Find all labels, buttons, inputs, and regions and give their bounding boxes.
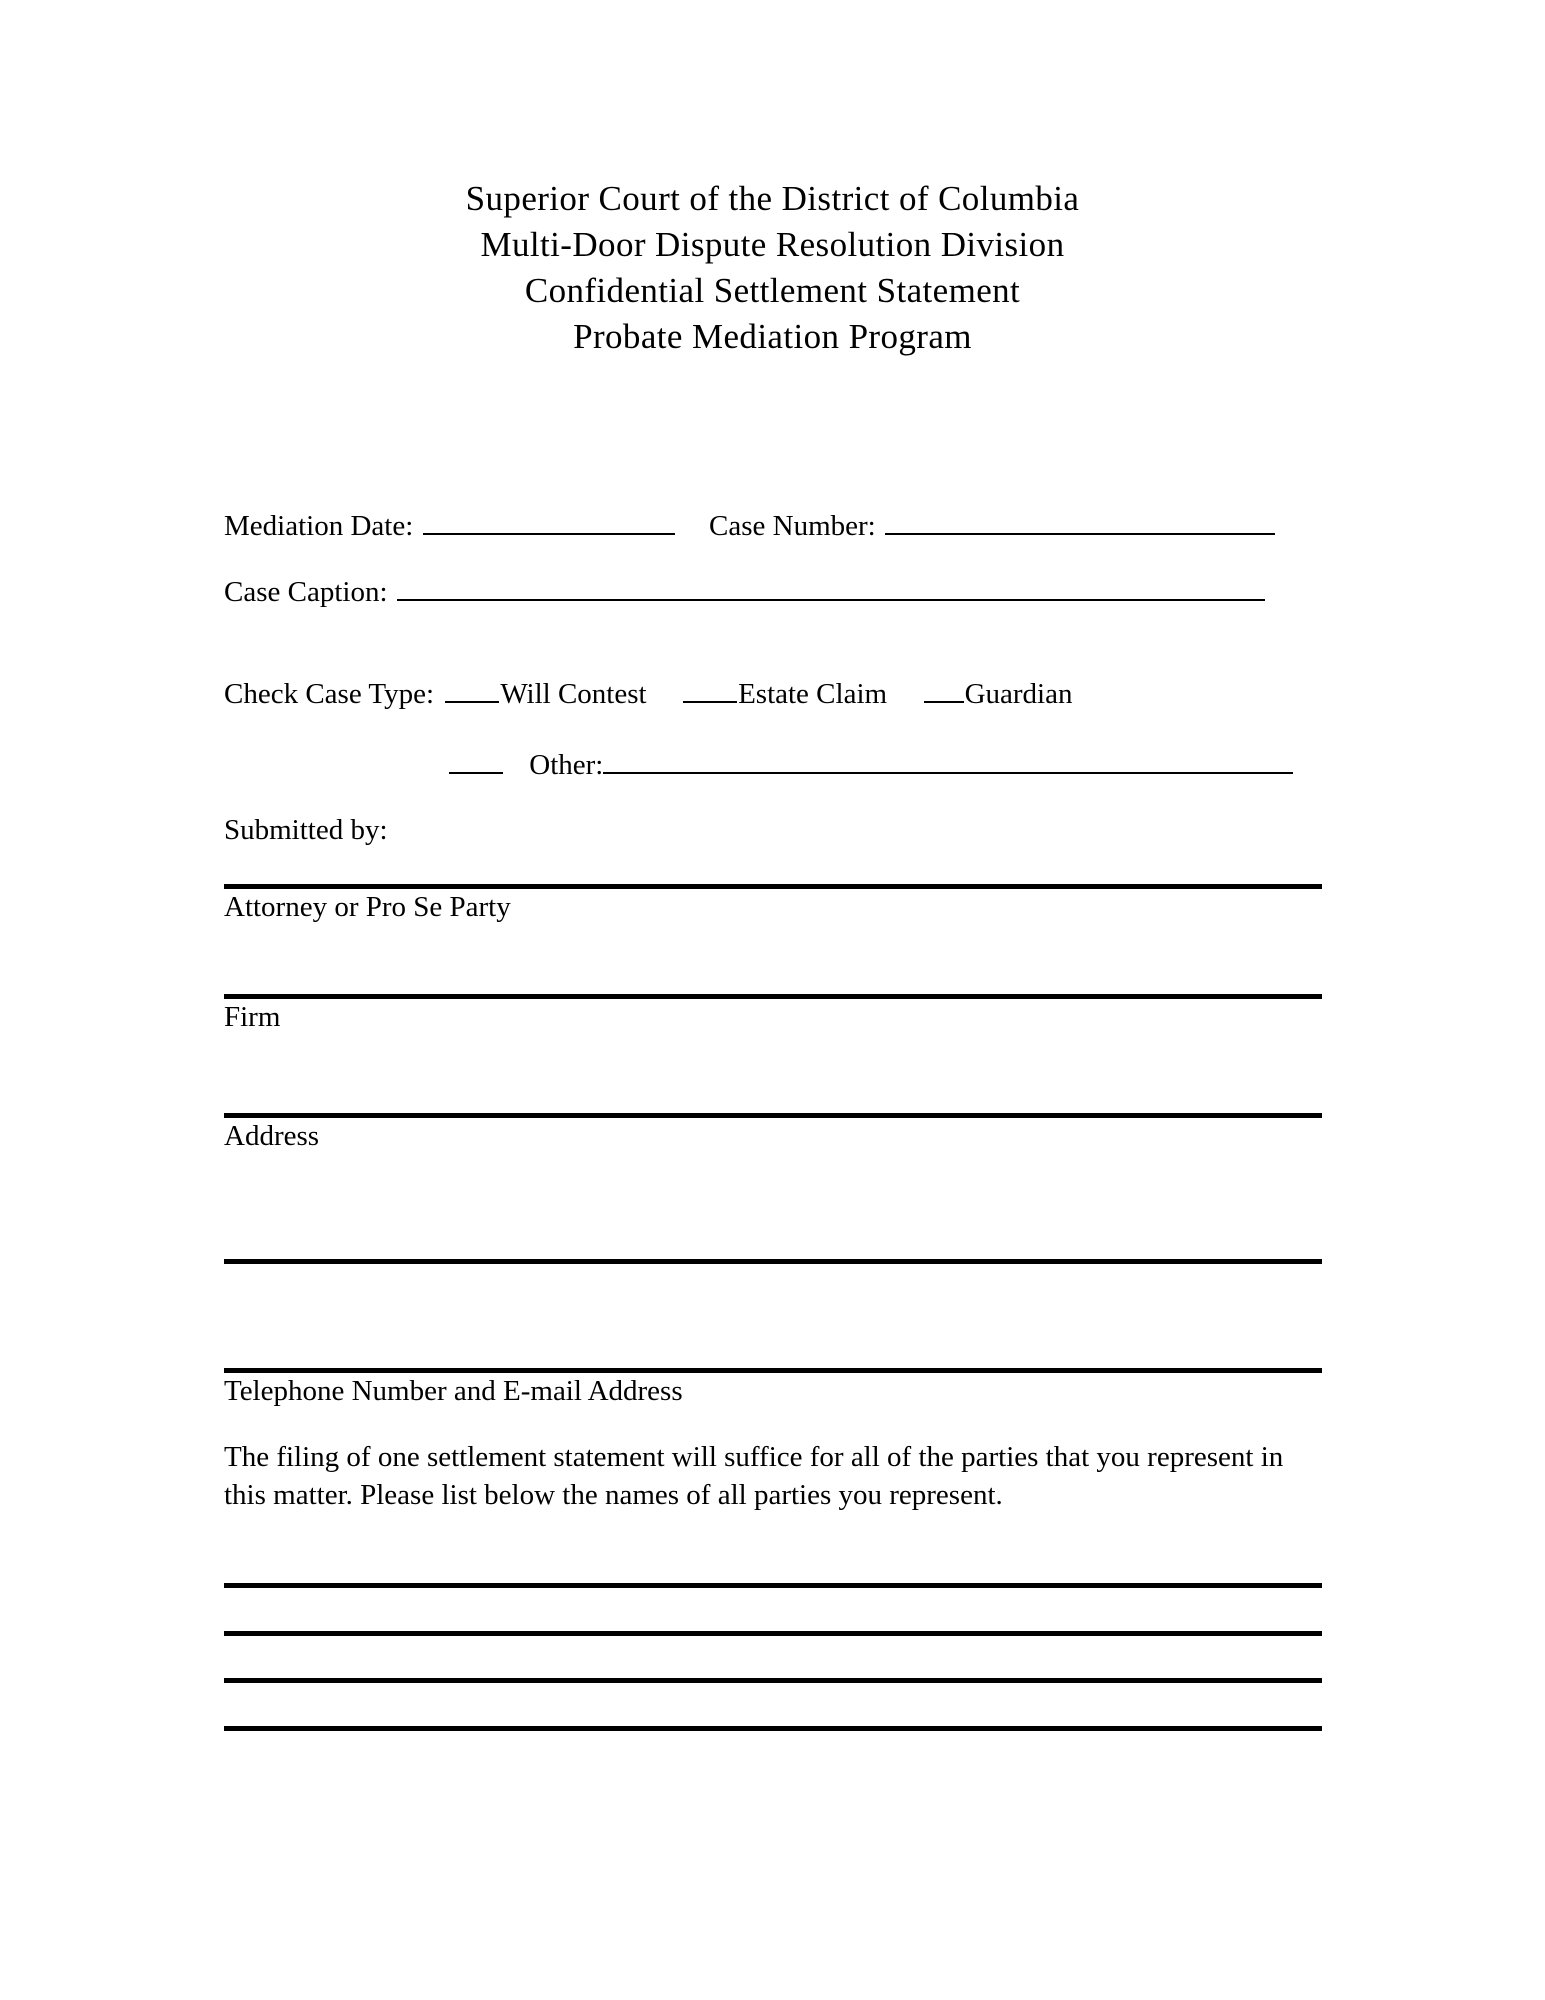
telephone-email-caption: Telephone Number and E-mail Address xyxy=(224,1375,683,1407)
case-type-option-estate-claim: Estate Claim xyxy=(738,678,888,710)
title-line-program: Probate Mediation Program xyxy=(573,317,972,356)
case-type-row xyxy=(224,675,1322,712)
case-number-label: Case Number: xyxy=(709,510,876,542)
case-type-option-will-contest: Will Contest xyxy=(500,678,647,710)
document-body xyxy=(224,0,1322,2000)
case-type-other-label: Other: xyxy=(529,749,604,781)
checkbox-estate-claim[interactable] xyxy=(683,675,737,703)
checkbox-guardian[interactable] xyxy=(924,675,964,703)
checkbox-will-contest[interactable] xyxy=(445,675,499,703)
address-continuation-rule[interactable] xyxy=(224,1259,1322,1264)
address-rule[interactable] xyxy=(224,1113,1322,1118)
case-caption-row xyxy=(224,573,1322,610)
firm-rule[interactable] xyxy=(224,994,1322,999)
firm-caption: Firm xyxy=(224,1001,281,1033)
case-type-option-guardian: Guardian xyxy=(964,678,1073,710)
party-name-rule-1[interactable] xyxy=(224,1583,1322,1588)
title-line-court: Superior Court of the District of Columbia xyxy=(465,179,1080,218)
case-type-other-input[interactable] xyxy=(603,746,1293,774)
party-name-rule-3[interactable] xyxy=(224,1678,1322,1683)
party-name-rule-4[interactable] xyxy=(224,1726,1322,1731)
checkbox-other[interactable] xyxy=(449,746,503,774)
title-line-statement: Confidential Settlement Statement xyxy=(524,271,1021,310)
title-line-division: Multi-Door Dispute Resolution Division xyxy=(480,225,1065,264)
mediation-date-row xyxy=(224,507,1322,544)
case-number-input[interactable] xyxy=(885,507,1275,535)
mediation-date-input[interactable] xyxy=(423,507,675,535)
telephone-email-rule[interactable] xyxy=(224,1368,1322,1373)
mediation-date-label: Mediation Date: xyxy=(224,510,414,542)
case-caption-input[interactable] xyxy=(397,573,1265,601)
party-name-rule-2[interactable] xyxy=(224,1631,1322,1636)
case-type-other-row xyxy=(224,746,1543,783)
instructions-paragraph: The filing of one settlement statement will suffice for all of the parties that you represent in this matter. Please list below the names of all parties you represent. xyxy=(224,1441,1284,1511)
attorney-signature-rule[interactable] xyxy=(224,884,1322,889)
attorney-caption: Attorney or Pro Se Party xyxy=(224,891,511,923)
submitted-by-heading: Submitted by: xyxy=(224,814,388,846)
address-caption: Address xyxy=(224,1120,320,1152)
case-type-label: Check Case Type: xyxy=(224,678,435,710)
case-caption-label: Case Caption: xyxy=(224,576,388,608)
